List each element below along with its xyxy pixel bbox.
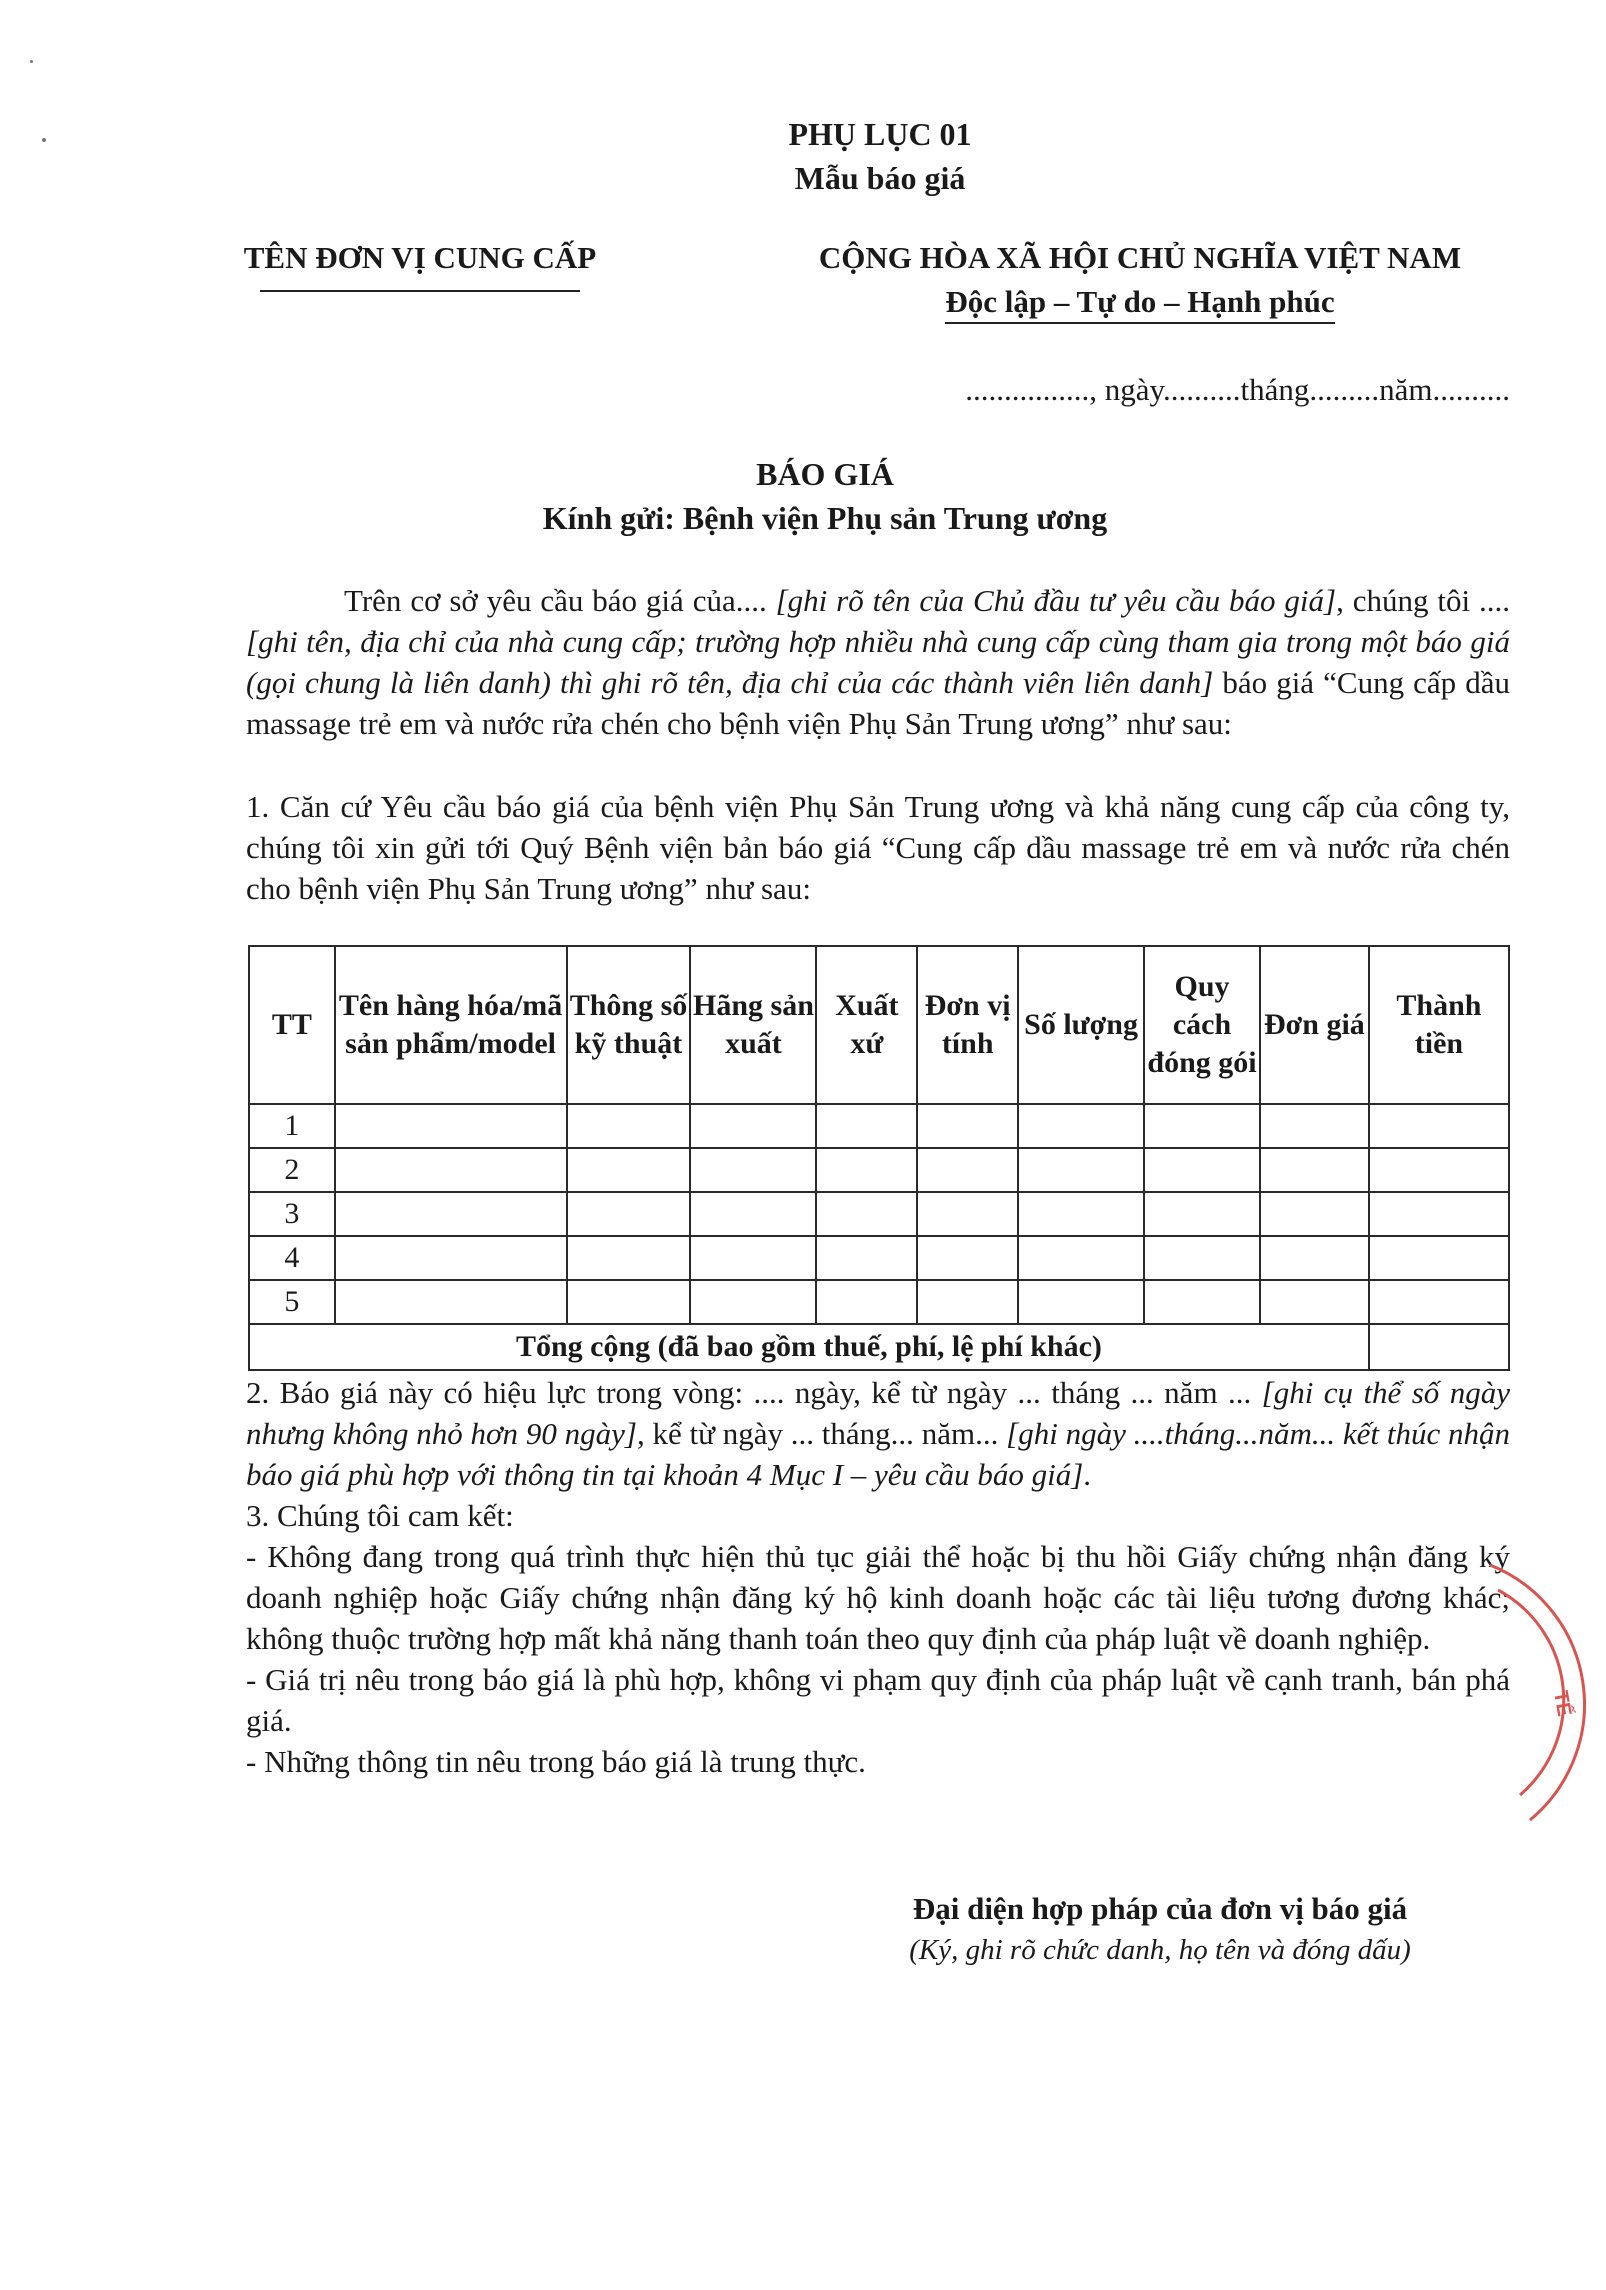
table-cell (567, 1148, 691, 1192)
table-row (249, 1104, 1509, 1148)
intro-note-investor: [ghi rõ tên của Chủ đầu tư yêu cầu báo giá] (775, 583, 1337, 618)
table-cell (567, 1280, 691, 1324)
table-cell (917, 1148, 1018, 1192)
section-2-note-date: [ghi ngày ....tháng...năm... kết thúc nhận báo giá phù hợp với thông tin tại khoản 4 Mục I – yêu cầu báo giá] (246, 1416, 1510, 1492)
row-number: 3 (249, 1192, 335, 1236)
table-row (249, 1148, 1509, 1192)
supplier-name: TÊN ĐƠN VỊ CUNG CẤP (243, 240, 597, 275)
table-cell (567, 1192, 691, 1236)
table-cell (1260, 1236, 1369, 1280)
table-cell (816, 1148, 917, 1192)
total-value-cell (1369, 1324, 1509, 1370)
table-cell (816, 1192, 917, 1236)
section-1-paragraph: 1. Căn cứ Yêu cầu báo giá của bệnh viện Phụ Sản Trung ương và khả năng cung cấp của công ty, chúng tôi xin gửi tới Quý Bệnh viện bản báo giá “Cung cấp dầu massage trẻ em và nước rửa chén cho bệnh viện Phụ Sản Trung ương” như sau: (246, 789, 1510, 906)
table-cell (690, 1236, 816, 1280)
intro-comma: , chúng tôi .... (1336, 583, 1510, 618)
intro-paragraph (246, 580, 1510, 744)
quote-table (248, 945, 1510, 1371)
seal-text: TẾ (1549, 1689, 1576, 1719)
row-number: 5 (249, 1280, 335, 1324)
table-cell (1369, 1280, 1509, 1324)
table-row (249, 1192, 1509, 1236)
national-motto: Độc lập – Tự do – Hạnh phúc (945, 284, 1334, 324)
section-2-lead: 2. Báo giá này có hiệu lực trong vòng: .... ngày, kể từ ngày ... tháng ... năm ... (246, 1375, 1262, 1410)
section-2-note-days: [ghi cụ thể số ngày nhưng không nhỏ hơn 90 ngày] (246, 1375, 1510, 1451)
table-cell (1018, 1104, 1144, 1148)
quote-title: BÁO GIÁ (756, 456, 894, 492)
quote-heading (360, 452, 1290, 540)
table-cell (690, 1104, 816, 1148)
nation-name: CỘNG HÒA XÃ HỘI CHỦ NGHĨA VIỆT NAM (818, 240, 1462, 275)
scan-speck (42, 138, 46, 142)
header-specification: Thông số kỹ thuật (567, 946, 691, 1104)
table-cell (1144, 1104, 1260, 1148)
table-cell (1260, 1148, 1369, 1192)
table-cell (1369, 1192, 1509, 1236)
header-unit-price: Đơn giá (1260, 946, 1369, 1104)
section-2-end: . (1083, 1457, 1092, 1492)
appendix-title: PHỤ LỤC 01 (788, 116, 972, 152)
table-cell (816, 1104, 917, 1148)
table-cell (1144, 1192, 1260, 1236)
recipient-line: Kính gửi: Bệnh viện Phụ sản Trung ương (542, 500, 1108, 536)
table-row (249, 1280, 1509, 1324)
table-cell (816, 1236, 917, 1280)
total-label: Tổng cộng (đã bao gồm thuế, phí, lệ phí khác) (249, 1324, 1369, 1370)
header-quantity: Số lượng (1018, 946, 1144, 1104)
section-2-middle: , kể từ ngày ... tháng... năm... (636, 1416, 1007, 1451)
row-number: 2 (249, 1148, 335, 1192)
table-total-row (249, 1324, 1509, 1370)
table-cell (1018, 1192, 1144, 1236)
header-amount: Thành tiền (1369, 946, 1509, 1104)
signature-note: (Ký, ghi rõ chức danh, họ tên và đóng dấu) (909, 1934, 1411, 1966)
table-cell (335, 1192, 567, 1236)
header-packaging: Quy cách đóng gói (1144, 946, 1260, 1104)
table-cell (335, 1148, 567, 1192)
table-cell (917, 1192, 1018, 1236)
commitment-item: - Giá trị nêu trong báo giá là phù hợp, không vi phạm quy định của pháp luật về cạnh tranh, bán phá giá. (246, 1662, 1510, 1738)
table-cell (1018, 1148, 1144, 1192)
table-cell (1144, 1236, 1260, 1280)
seal-graphic (1470, 1560, 1606, 1830)
signature-title: Đại diện hợp pháp của đơn vị báo giá (912, 1891, 1408, 1926)
commitment-item: - Những thông tin nêu trong báo giá là trung thực. (246, 1744, 866, 1779)
section-2-paragraph (246, 1372, 1510, 1495)
supplier-underline (260, 290, 580, 292)
table-cell (567, 1236, 691, 1280)
date-line: ................, ngày..........tháng.........năm.......... (965, 372, 1510, 407)
table-cell (1144, 1280, 1260, 1324)
table-cell (567, 1104, 691, 1148)
intro-lead: Trên cơ sở yêu cầu báo giá của.... (344, 583, 776, 618)
table-cell (917, 1104, 1018, 1148)
table-cell (1144, 1148, 1260, 1192)
supplier-block (200, 240, 640, 292)
scan-speck (30, 60, 33, 63)
section-3-title: 3. Chúng tôi cam kết: (246, 1498, 514, 1533)
table-cell (1260, 1280, 1369, 1324)
table-row (249, 1236, 1509, 1280)
intro-tail: báo giá “Cung cấp dầu massage trẻ em và nước rửa chén cho bệnh viện Phụ Sản Trung ương” như sau: (246, 665, 1510, 741)
row-number: 4 (249, 1236, 335, 1280)
table-cell (917, 1236, 1018, 1280)
table-cell (1018, 1280, 1144, 1324)
red-seal-stamp (1470, 1560, 1606, 1830)
table-cell (1260, 1192, 1369, 1236)
header-manufacturer: Hãng sản xuất (690, 946, 816, 1104)
table-cell (1369, 1104, 1509, 1148)
table-cell (816, 1280, 917, 1324)
table-cell (690, 1280, 816, 1324)
post-table-text (246, 1372, 1510, 1782)
header-product-name: Tên hàng hóa/mã sản phẩm/model (335, 946, 567, 1104)
row-number: 1 (249, 1104, 335, 1148)
header-unit: Đơn vị tính (917, 946, 1018, 1104)
commitment-item: - Không đang trong quá trình thực hiện thủ tục giải thể hoặc bị thu hồi Giấy chứng nhận đăng ký doanh nghiệp hoặc Giấy chứng nhận đăng ký hộ kinh doanh hoặc các tài liệu tương đương khác; không thuộc trường hợp mất khả năng thanh toán theo quy định của pháp luật về doanh nghiệp. (246, 1539, 1510, 1656)
table-cell (1369, 1236, 1509, 1280)
table-cell (335, 1280, 567, 1324)
table-cell (1260, 1104, 1369, 1148)
national-heading (780, 240, 1500, 324)
table-header-row (249, 946, 1509, 1104)
table-cell (917, 1280, 1018, 1324)
signature-block (820, 1888, 1500, 1970)
table-cell (1018, 1236, 1144, 1280)
table-cell (335, 1104, 567, 1148)
appendix-subtitle: Mẫu báo giá (794, 160, 966, 196)
table-cell (335, 1236, 567, 1280)
header-origin: Xuất xứ (816, 946, 917, 1104)
table-cell (690, 1148, 816, 1192)
table-cell (690, 1192, 816, 1236)
table-cell (1369, 1148, 1509, 1192)
header-tt: TT (249, 946, 335, 1104)
intro-note-supplier: [ghi tên, địa chỉ của nhà cung cấp; trường hợp nhiều nhà cung cấp cùng tham gia trong một báo giá (gọi chung là liên danh) thì ghi rõ tên, địa chỉ của các thành viên liên danh] (246, 624, 1510, 700)
appendix-heading (700, 112, 1060, 200)
